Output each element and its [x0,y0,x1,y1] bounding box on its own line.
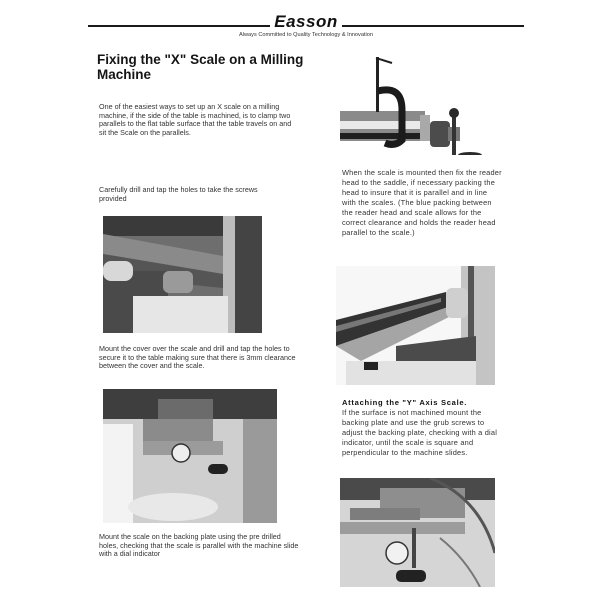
cover-photo [336,266,495,385]
y-axis-photo-image [340,478,495,587]
header-rule-right [342,25,524,27]
clamp-photo [340,55,495,155]
brand-logo: Easson [274,12,338,31]
title-suffix: Scale on a Milling Machine [97,52,304,82]
page-title [97,52,317,82]
backing-plate-photo-image [103,389,277,523]
drilling-photo-image [103,216,262,333]
backing-plate-photo [103,389,277,523]
backing-step-paragraph: Mount the scale on the backing plate using the pre drilled holes, checking that the scale is parallel with the machine slide with a dial indicator [99,532,299,559]
cover-step-paragraph: Mount the cover over the scale and drill and tap the holes to secure it to the table making sure that there is 3mm clearance between the cover and the scale. [99,344,296,371]
page-header [88,10,524,46]
header-rule-left [88,25,270,27]
y-axis-paragraph: If the surface is not machined mount the backing plate and use the grub screws to adjust the backing plate, checking with a dial indicator, until the scale is square and perpendicular to the machine slides. [342,408,498,457]
reader-head-paragraph: When the scale is mounted then fix the reader head to the saddle, if necessary packing the head to insure that it is parallel and in line with the scales. (The blue packing between the reader head and scale allows for the correct clearance and holds the reader head parallel to the scale.) [342,168,502,237]
cover-photo-image [336,266,495,385]
tagline: Always Committed to Quality Technology & Innovation [239,32,373,38]
y-axis-heading: Attaching the "Y" Axis Scale. [342,398,468,407]
title-axis: "X" [164,52,187,67]
intro-paragraph: One of the easiest ways to set up an X scale on a milling machine, if the side of the table is machined, is to clamp two parallels to the flat table surface that the table travels on and sit the Scale on the parallels. [99,102,292,137]
title-prefix: Fixing the [97,52,165,67]
drill-step-paragraph: Carefully drill and tap the holes to take the screws provided [99,185,258,203]
y-axis-photo [340,478,495,587]
clamp-photo-image [340,55,495,155]
drilling-photo [103,216,262,333]
